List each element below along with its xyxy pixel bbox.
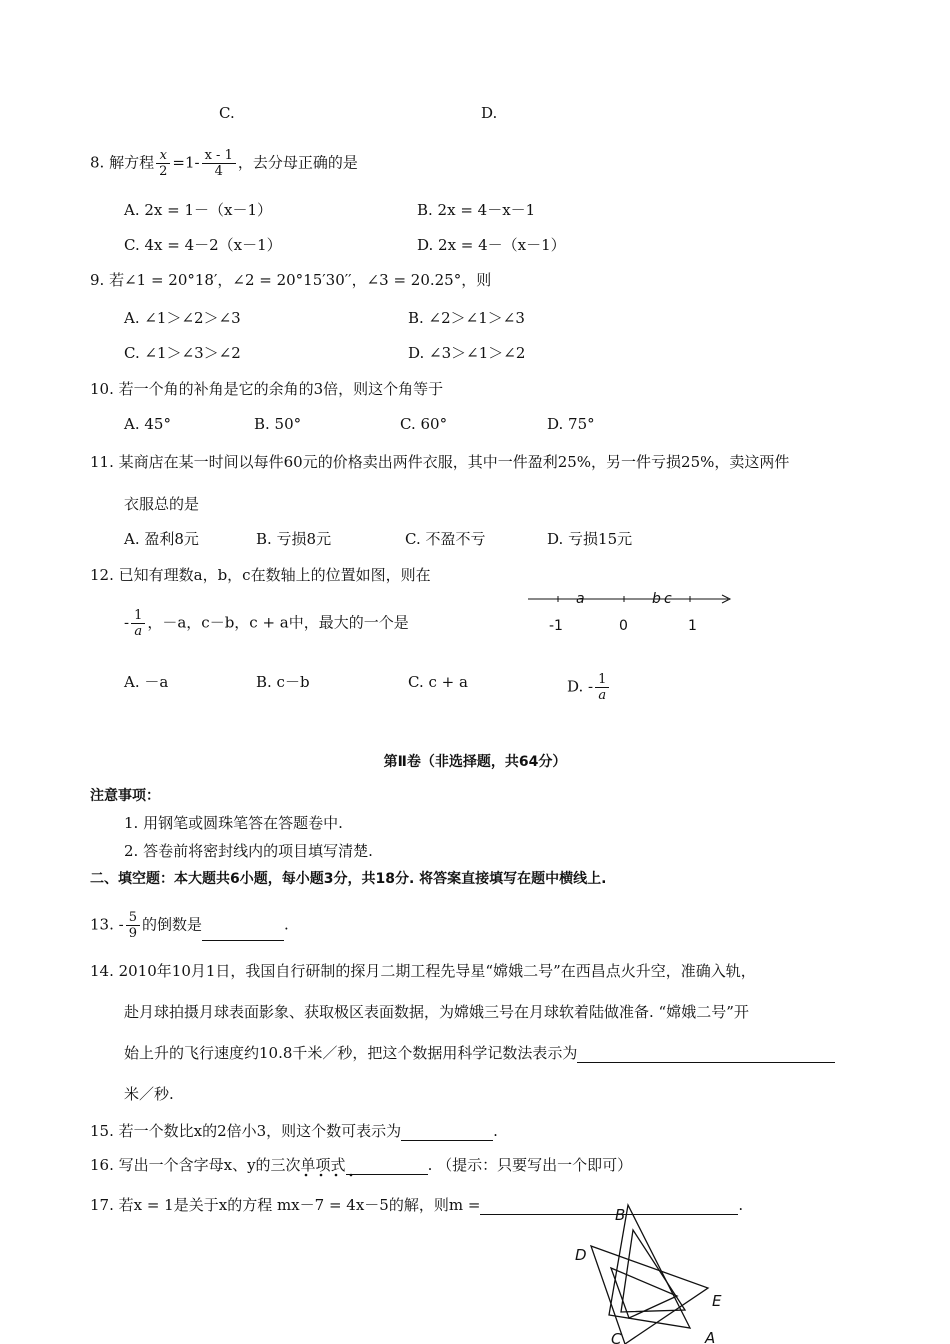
q8-option-d: D. 2x = 4－（x－1） [417, 236, 566, 254]
q13-stem: 13. - $\frac{5}{9}$ 的倒数是 . [90, 910, 289, 941]
q8-stem [90, 148, 358, 179]
q12-expression-list: - $\frac{1}{a}$ ，－a，c－b，c + a中，最大的一个是 [124, 608, 409, 639]
q12-option-a: A. －a [124, 673, 169, 691]
q11-option-d: D. 亏损15元 [547, 530, 633, 548]
q12-option-c: C. c + a [408, 673, 468, 691]
q11-option-c: C. 不盈不亏 [405, 530, 486, 548]
point-label-c: c [664, 591, 672, 607]
q9-option-b: B. ∠2＞∠1＞∠3 [408, 309, 525, 327]
label-A: A [705, 1329, 716, 1344]
emphasis-dots [300, 1171, 360, 1179]
part2-title: 第Ⅱ卷（非选择题，共64分） [383, 754, 567, 770]
number-line-figure [520, 585, 740, 640]
q10-option-c: C. 60° [400, 415, 448, 433]
q15-stem: 15. 若一个数比x的2倍小3，则这个数可表示为 . [90, 1122, 498, 1140]
q9-option-d: D. ∠3＞∠1＞∠2 [408, 344, 526, 362]
tick-label-0: 0 [619, 618, 628, 634]
q8-number: 8. [90, 153, 105, 172]
q9-option-c: C. ∠1＞∠3＞∠2 [124, 344, 241, 362]
q10-option-b: B. 50° [254, 415, 302, 433]
q16-stem: 16. 写出一个含字母x、y的三次单项式 . （提示：只要写出一个即可） [90, 1156, 633, 1174]
q12-option-b: B. c－b [256, 673, 310, 691]
q14-line2: 赴月球拍摄月球表面影象、获取极区表面数据，为嫦娥三号在月球软着陆做准备. “嫦娥二号”开 [124, 1003, 749, 1021]
q10-option-a: A. 45° [124, 415, 171, 433]
label-C: C [611, 1330, 622, 1344]
q9-option-a: A. ∠1＞∠2＞∠3 [124, 309, 241, 327]
q8-rhs-fraction: $\frac{x - 1}{4}$ [202, 148, 236, 179]
notice-item-1: 1. 用钢笔或圆珠笔答在答题卷中. [124, 814, 343, 832]
label-E: E [712, 1292, 722, 1310]
q10-option-d: D. 75° [547, 415, 595, 433]
q11-option-a: A. 盈利8元 [124, 530, 199, 548]
q14-line4: 米／秒. [124, 1085, 174, 1103]
q12-list-text: ，－a，c－b，c + a中，最大的一个是 [147, 613, 409, 632]
notice-title: 注意事项： [90, 788, 160, 804]
point-label-a: a [576, 591, 585, 607]
q13-fraction: $\frac{5}{9}$ [126, 910, 140, 941]
q14-line1: 14. 2010年10月1日，我国自行研制的探月二期工程先导星“嫦娥二号”在西昌点火升空，准确入轨， [90, 962, 756, 980]
q14-answer-blank[interactable] [577, 1048, 835, 1063]
q12-option-d: D. - $\frac{1}{a}$ [567, 672, 611, 703]
q14-line3: 始上升的飞行速度约10.8千米／秒，把这个数据用科学记数法表示为 [124, 1043, 835, 1063]
q11-stem-line1: 11. 某商店在某一时间以每件60元的价格卖出两件衣服，其中一件盈利25%，另一件亏损25%，卖这两件 [90, 453, 790, 471]
q13-answer-blank[interactable] [202, 926, 284, 941]
tick-label-1: 1 [688, 618, 697, 634]
point-label-b: b [652, 591, 661, 607]
q11-stem-line2: 衣服总的是 [124, 495, 200, 513]
q8-lhs-fraction: $\frac{x}{2}$ [156, 148, 170, 179]
q17-stem: 17. 若x = 1是关于x的方程 mx－7 = 4x－5的解，则m = . [90, 1196, 744, 1214]
label-B: B [615, 1206, 626, 1224]
notice-item-2: 2. 答卷前将密封线内的项目填写清楚. [124, 842, 373, 860]
q8-pre: 解方程 [109, 153, 155, 172]
q12-stem: 12. 已知有理数a，b，c在数轴上的位置如图，则在 [90, 566, 431, 584]
q11-option-b: B. 亏损8元 [256, 530, 332, 548]
q12-option-d-fraction: $\frac{1}{a}$ [595, 672, 609, 703]
q9-stem: 9. 若∠1 = 20°18′，∠2 = 20°15′30′′，∠3 = 20.25°，则 [90, 271, 492, 289]
q12-reciprocal-fraction: $\frac{1}{a}$ [131, 608, 145, 639]
q8-option-a: A. 2x = 1－（x－1） [124, 201, 273, 219]
q10-stem: 10. 若一个角的补角是它的余角的3倍，则这个角等于 [90, 380, 444, 398]
q8-eq: =1- [172, 153, 200, 172]
q8-post: ，去分母正确的是 [237, 153, 358, 172]
q15-answer-blank[interactable] [401, 1126, 493, 1141]
label-D: D [575, 1246, 587, 1264]
q7-option-c: C. [219, 104, 235, 122]
section-2-heading: 二、填空题：本大题共6小题，每小题3分，共18分. 将答案直接填写在题中横线上. [90, 871, 607, 887]
q8-option-c: C. 4x = 4－2（x－1） [124, 236, 282, 254]
q7-option-d: D. [481, 104, 498, 122]
tick-label-neg1: -1 [549, 618, 563, 634]
q8-option-b: B. 2x = 4－x－1 [417, 201, 536, 219]
triangles-figure [565, 1200, 755, 1344]
